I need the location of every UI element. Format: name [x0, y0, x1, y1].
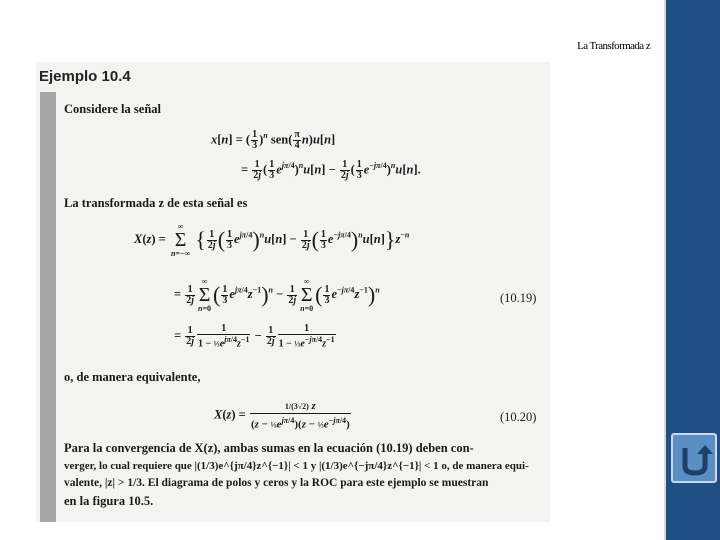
signal-equation-2: = $\frac{1}{2j}$ ( $\frac{1}{3}$ $e^{j\pi/4})^nu[n]$ − $\frac{1}{2j}$ ( $\frac{1}{3}$ $e^{-j\pi/4})^nu[n]$. — [241, 159, 421, 181]
margin-bar — [40, 92, 56, 522]
intro-text: Considere la señal — [64, 102, 161, 116]
equation-number-10-20: (10.20) — [500, 410, 537, 424]
paragraph-line: en la figura 10.5. — [64, 493, 154, 508]
signal-equation-1: x[n] = ( $\frac{1}{3}$ )$^n$ sen( $\frac{\pi}{4}$ n)u[n] — [211, 129, 336, 151]
equivalent-text: o, de manera equivalente, — [64, 370, 201, 384]
paragraph-line: valente, |z| > 1/3. El diagrama de polos y ceros y la ROC para este ejemplo se muestran — [64, 477, 489, 489]
paragraph-line: Para la convergencia de X(z), ambas sumas en la ecuación (10.19) deben con- — [64, 441, 474, 455]
closed-form-equation: = $\frac{1}{2j}$ $\frac{1}{1 - \frac{1}{3}e^{j\pi/4}z^{-1}}$ − $\frac{1}{2j}$ $\frac{1}{1 - \frac{1}{3}e^{-j\pi/4}z^{-1}}$ — [174, 323, 335, 350]
example-title: Ejemplo 10.4 — [39, 68, 131, 85]
return-button[interactable] — [671, 433, 717, 483]
transform-intro-text: La transformada z de esta señal es — [64, 196, 248, 210]
transform-sum-equation: X(z) = ∞ Σ n=−∞ { $\frac{1}{2j}$ ( $\frac{1}{3}$ $e^{j\pi/4})^nu[n]$ − $\frac{1}{2j}$ ( $\frac{1}{3}$ $e^{-j\pi/4})^nu[n]\}z^{-n}$ — [134, 222, 410, 258]
convergence-paragraph — [64, 440, 546, 510]
textbook-scan — [36, 62, 550, 522]
equation-10-19: = $\frac{1}{2j}$ ∞ Σ n=0( $\frac{1}{3}$ $e^{j\pi/4}z^{-1})^n$ − $\frac{1}{2j}$ ∞ Σ n=0( $\frac{1}{3}$ $e^{-j\pi/4}z^{-1})^n$ — [174, 277, 380, 313]
equation-10-20: X(z) = $\frac{1/(3√2) z}{(z - \frac{1}{3}e^{j\pi/4})(z - \frac{1}{3}e^{-j\pi/4})}$ — [214, 400, 350, 431]
return-u-turn-icon — [677, 440, 713, 478]
equation-number-10-19: (10.19) — [500, 291, 537, 305]
slide-title: La Transformada z — [577, 40, 650, 52]
paragraph-line: verger, lo cual requiere que |(1/3)e^{jπ/4}z^{−1}| < 1 y |(1/3)e^{−jπ/4}z^{−1}| < 1 o, de manera equi- — [64, 459, 529, 472]
